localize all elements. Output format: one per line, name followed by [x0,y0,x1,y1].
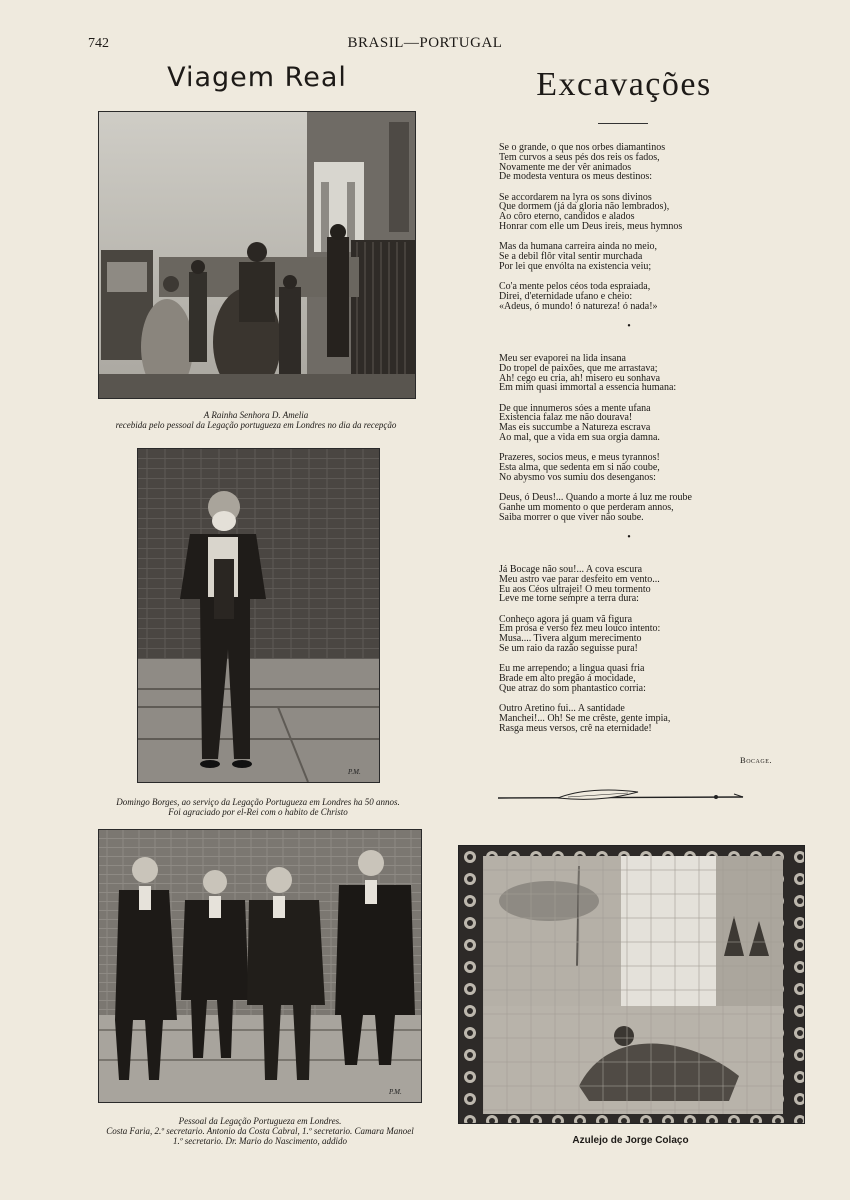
quill-pen-icon [498,788,750,808]
poem-stanza [499,493,759,522]
poem-line: Eu aos Céos ultrajei! O meu tormento [499,583,651,595]
azulejo-tile-image [459,846,804,1123]
poem-line: Co'a mente pelos céos toda espraiada, [499,281,651,293]
poem-line: Ah! cego eu cria, ah! misero eu sonhava [499,372,661,384]
poem-stanza [499,193,759,232]
photo-queen-reception-image [99,112,415,398]
poem-line: Se accordarem na lyra os sons divinos [499,191,652,203]
section-mark: • [627,532,631,544]
poem-line: Em prosa e verso fez meu louco intento: [499,623,661,635]
poem-line: Esta alma, que sedenta em si não coube, [499,462,660,474]
photo-legation-staff-image [99,830,421,1102]
caption-legation-staff-line2: Costa Faria, 2.º secretario. Antonio da Costa Cabral, 1.º secretario. Camara Manoel [106,1126,414,1136]
caption-azulejo: Azulejo de Jorge Colaço [572,1135,689,1146]
poem-line: Já Bocage não sou!... A cova escura [499,563,643,575]
caption-legation-staff-line3: 1.º secretario. Dr. Mario do Nascimento, addido [173,1136,347,1146]
poem-line: Direi, d'eternidade ufano e cheio: [499,291,633,303]
poem-line: Musa.... Tivera algum merecimento [499,633,642,645]
poem-line: Se um raio da razão seguisse pura! [499,642,638,654]
photo-queen-reception [98,111,416,399]
caption-domingo-borges [80,797,436,817]
caption-legation-staff [80,1116,440,1146]
poem-stanza [499,453,759,482]
poem-line: Saiba morrer o que viver não soube. [499,511,644,523]
poem-line: Leve me torne sempre a terra dura: [499,593,639,605]
article-title-excavacoes: Excavações [536,66,712,103]
poem-line: Meu ser evaporei na lida insana [499,352,626,364]
photo-domingo-borges-signature: P.M. [348,768,361,776]
poem-stanza [499,282,759,311]
poem-line: Ao côro eterno, candidos e alados [499,211,635,223]
azulejo-tile-panel [458,845,805,1124]
caption-queen-reception-line2: recebida pelo pessoal da Legação portugueza em Londres no dia da recepção [115,420,397,430]
poem-stanza [499,143,759,182]
poem-line: Brade em alto pregão á mocidade, [499,673,636,685]
photo-domingo-borges-image [138,449,379,782]
poem-line: De modesta ventura os meus destinos: [499,171,653,183]
poem-line: Manchei!... Oh! Se me crêste, gente impia, [499,712,671,724]
poem-line: Meu astro vae parar desfeito em vento... [499,573,660,585]
poem-line: Do tropel de paixões, que me arrastava; [499,362,658,374]
poem-line: Prazeres, socios meus, e meus tyrannos! [499,452,660,464]
poem-line: Se a debil flôr vital sentir murchada [499,251,643,263]
section-mark: • [627,321,631,333]
poem-stanza [499,704,759,733]
photo-legation-staff [98,829,422,1103]
poem-stanza [499,354,759,393]
caption-queen-reception [80,410,432,430]
poem-line: Se o grande, o que nos orbes diamantinos [499,142,666,153]
poem-line: Outro Aretino fui... A santidade [499,703,625,715]
article-title-viagem-real: Viagem Real [167,62,347,93]
page-number: 742 [88,36,109,51]
photo-legation-staff-signature: P.M. [389,1088,402,1096]
poem-stanza [499,664,759,693]
poem-line: Honrar com elle um Deus ireis, meus hymnos [499,221,683,233]
poem-author-signature: Bocage. [740,755,772,765]
poem-line: Ao mal, que a vida em sua orgia damna. [499,432,660,444]
poem-line: Existencia falaz me não dourava! [499,412,633,424]
poem-stanza [499,242,759,271]
poem-line: Deus, ó Deus!... Quando a morte á luz me roube [499,492,692,504]
caption-legation-staff-line1: Pessoal da Legação Portugueza em Londres. [178,1116,342,1126]
poem-line: Tem curvos a seus pés dos reis os fados, [499,151,660,163]
poem-line: Que atraz do som phantastico corria: [499,682,646,694]
photo-domingo-borges [137,448,380,783]
poem-stanza [499,565,759,604]
poem-line: «Adeus, ó mundo! ó natureza! ó nada!» [499,300,658,312]
caption-domingo-borges-line1: Domingo Borges, ao serviço da Legação Portugueza em Londres ha 50 annos. [116,797,400,807]
quill-ornament [498,788,750,808]
poem-excavacoes [499,143,759,744]
poem-line: Novamente me der vêr animados [499,161,632,173]
poem-line: Que dormem (já da gloria não lembrados), [499,201,670,213]
poem-line: Mas da humana carreira ainda no meio, [499,241,657,253]
poem-stanza [499,615,759,654]
poem-line: Rasga meus versos, crê na eternidade! [499,722,652,734]
poem-line: Mas eis succumbe a Natureza escrava [499,422,651,434]
caption-domingo-borges-line2: Foi agraciado por el-Rei com o habito de Christo [168,807,348,817]
title-divider [598,123,648,124]
caption-queen-reception-line1: A Rainha Senhora D. Amelia [203,410,309,420]
poem-line: Eu me arrependo; a lingua quasi fria [499,663,645,675]
poem-line: Por lei que envólta na existencia veiu; [499,260,652,272]
poem-line: De que innumeros sóes a mente ufana [499,402,651,414]
poem-line: Ganhe um momento o que perderam annos, [499,502,674,514]
poem-line: Em mim quasi immortal a essencia humana: [499,382,677,394]
poem-stanza [499,404,759,443]
poem-line: No abysmo vos sumiu dos desenganos: [499,471,656,483]
running-title: BRASIL—PORTUGAL [347,35,503,51]
poem-line: Conheço agora já quam vã figura [499,613,633,625]
